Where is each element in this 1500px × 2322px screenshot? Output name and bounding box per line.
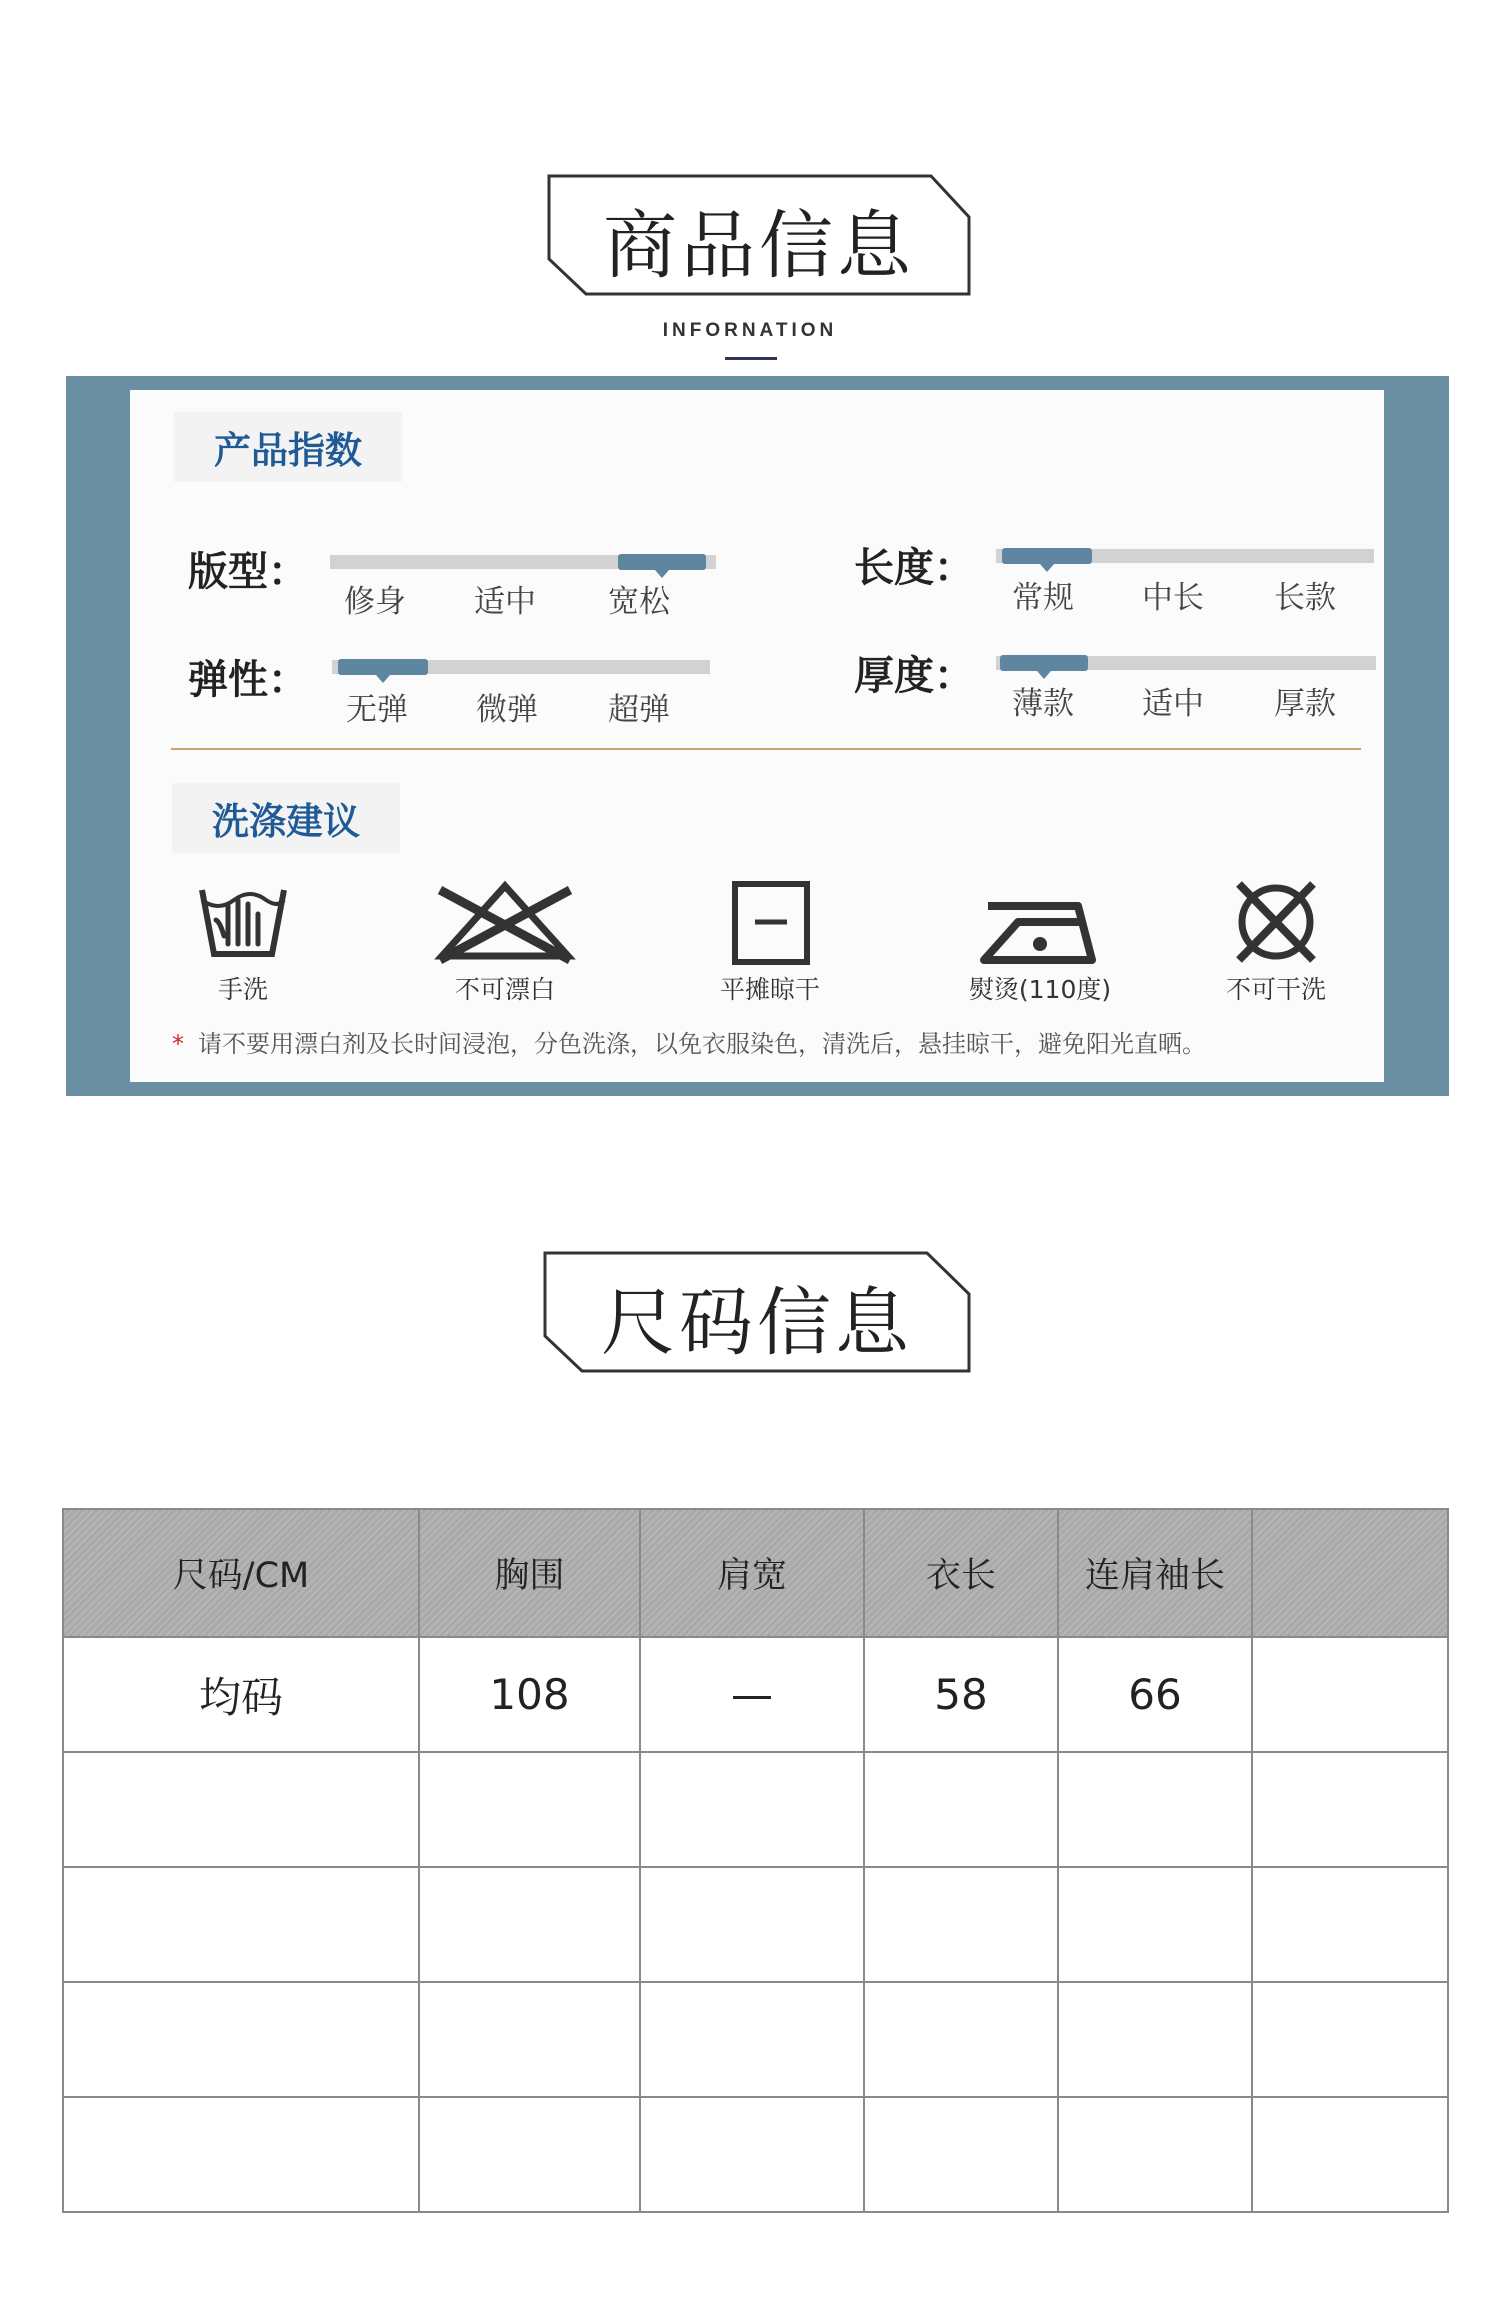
table-cell: 58 <box>864 1637 1058 1752</box>
table-cell <box>864 1752 1058 1867</box>
table-cell <box>1058 1867 1252 1982</box>
size-table <box>62 1508 1449 2213</box>
care-item-no-bleach <box>405 876 605 1006</box>
fit-option: 宽松 <box>608 584 670 620</box>
hand-wash-icon <box>188 876 298 966</box>
care-label: 熨烫(110度) <box>968 975 1112 1004</box>
elasticity-option: 无弹 <box>346 692 408 728</box>
table-header-cell: 衣长 <box>864 1509 1058 1637</box>
table-cell <box>864 2097 1058 2212</box>
table-cell <box>640 1867 864 1982</box>
fit-label: 版型： <box>188 549 308 595</box>
table-cell <box>640 1752 864 1867</box>
section-divider <box>171 748 1361 750</box>
table-cell <box>63 1752 419 1867</box>
subtitle-underline <box>725 357 777 360</box>
table-cell <box>63 1867 419 1982</box>
product-info-title-plaque <box>546 173 972 297</box>
table-row <box>63 1982 1448 2097</box>
no-dry-clean-icon <box>1221 876 1331 966</box>
thickness-option: 适中 <box>1142 686 1204 722</box>
care-label: 不可漂白 <box>454 975 555 1004</box>
thickness-label: 厚度： <box>854 653 974 699</box>
thickness-indicator <box>1000 655 1088 671</box>
length-option: 长款 <box>1274 580 1336 616</box>
thickness-option: 厚款 <box>1274 686 1336 722</box>
table-row <box>63 2097 1448 2212</box>
table-cell <box>640 2097 864 2212</box>
elasticity-indicator <box>338 659 428 675</box>
length-label: 长度： <box>854 545 974 591</box>
length-indicator <box>1002 548 1092 564</box>
table-row <box>63 1637 1448 1752</box>
table-row <box>63 1752 1448 1867</box>
table-cell <box>419 2097 640 2212</box>
thickness-option: 薄款 <box>1012 686 1074 722</box>
note-text: 请不要用漂白剂及长时间浸泡，分色洗涤，以免衣服染色，清洗后，悬挂晾干，避免阳光直晒。 <box>198 1030 1206 1058</box>
product-info-subtitle: INFORNATION <box>662 320 838 341</box>
product-info-title: 商品信息 <box>603 203 915 289</box>
table-cell <box>419 1752 640 1867</box>
iron-icon <box>970 876 1110 966</box>
table-header-cell: 连肩袖长 <box>1058 1509 1252 1637</box>
care-item-iron <box>940 876 1140 1006</box>
no-bleach-icon <box>430 876 580 966</box>
table-cell <box>63 2097 419 2212</box>
table-cell <box>419 1982 640 2097</box>
length-option: 中长 <box>1142 580 1204 616</box>
table-cell: — <box>640 1637 864 1752</box>
table-cell <box>1058 1752 1252 1867</box>
elasticity-option: 超弹 <box>608 692 670 728</box>
wash-heading: 洗涤建议 <box>172 783 400 853</box>
care-label: 手洗 <box>217 975 268 1004</box>
care-item-no-dry-clean <box>1176 876 1376 1006</box>
table-row <box>63 1867 1448 1982</box>
table-cell <box>864 1867 1058 1982</box>
table-cell: 均码 <box>63 1637 419 1752</box>
care-label: 不可干洗 <box>1225 975 1326 1004</box>
note-star: * <box>172 1030 184 1058</box>
table-cell <box>1252 1867 1448 1982</box>
table-header-cell: 肩宽 <box>640 1509 864 1637</box>
care-item-dry-flat <box>670 876 870 1006</box>
table-cell <box>864 1982 1058 2097</box>
table-cell <box>1058 2097 1252 2212</box>
size-info-title: 尺码信息 <box>601 1280 913 1366</box>
table-cell <box>63 1982 419 2097</box>
fit-indicator <box>618 554 706 570</box>
length-option: 常规 <box>1012 580 1074 616</box>
table-cell <box>419 1867 640 1982</box>
fit-option: 适中 <box>474 584 536 620</box>
table-cell <box>1252 1982 1448 2097</box>
care-item-hand-wash <box>143 876 343 1006</box>
elasticity-option: 微弹 <box>476 692 538 728</box>
table-cell <box>1252 2097 1448 2212</box>
table-cell <box>1058 1982 1252 2097</box>
table-header-cell: 尺码/CM <box>63 1509 419 1637</box>
table-header-cell <box>1252 1509 1448 1637</box>
product-index-heading: 产品指数 <box>174 412 402 482</box>
table-header-row <box>63 1509 1448 1637</box>
table-cell <box>1252 1752 1448 1867</box>
wash-note <box>172 1024 1206 1059</box>
table-cell: 108 <box>419 1637 640 1752</box>
elasticity-label: 弹性： <box>188 657 308 703</box>
table-cell: 66 <box>1058 1637 1252 1752</box>
table-cell <box>640 1982 864 2097</box>
table-cell <box>1252 1637 1448 1752</box>
dry-flat-icon <box>725 876 815 966</box>
table-header-cell: 胸围 <box>419 1509 640 1637</box>
care-label: 平摊晾干 <box>719 975 820 1004</box>
fit-option: 修身 <box>344 584 406 620</box>
